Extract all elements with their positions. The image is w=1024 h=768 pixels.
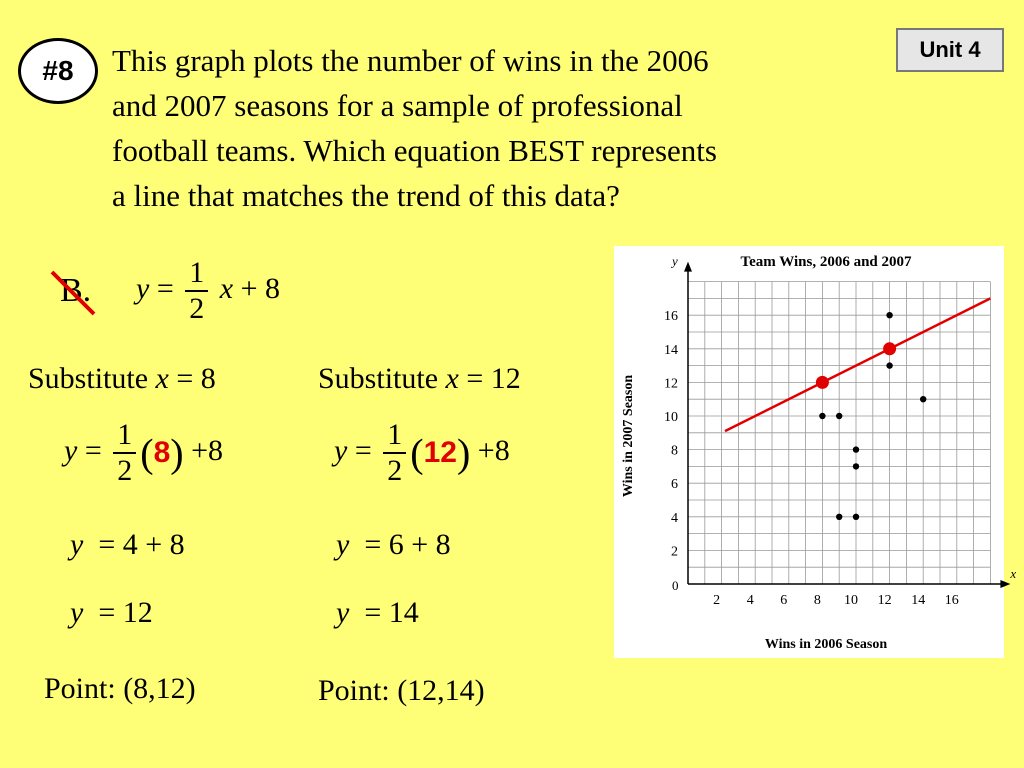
fraction-denominator: 2	[113, 452, 136, 488]
x-axis-variable: x	[1010, 566, 1017, 581]
strike-mark-icon	[48, 268, 98, 318]
left-step-1	[70, 528, 185, 562]
x-tick-label: 6	[780, 593, 788, 608]
eq-fraction	[113, 418, 136, 488]
option-label: B.	[60, 272, 92, 309]
y-tick-label: 14	[664, 342, 678, 358]
x-tick-label: 10	[844, 593, 858, 608]
eq-constant: 8	[208, 433, 224, 467]
x-tick-label: 12	[877, 593, 892, 608]
eq-fraction	[383, 418, 406, 488]
y-axis-variable: y	[672, 253, 678, 269]
y-tick-label: 2	[671, 544, 678, 560]
left-point: Point: (8,12)	[44, 672, 196, 705]
right-point: Point: (12,14)	[318, 674, 485, 707]
sub-val: = 8	[168, 362, 216, 395]
fraction-denominator: 2	[383, 452, 406, 488]
x-tick-label: 4	[746, 593, 754, 608]
x-tick-label: 16	[944, 593, 959, 608]
left-substituted-equation	[64, 418, 223, 488]
chart-grid	[688, 282, 990, 584]
y-tick-label: 12	[664, 376, 678, 392]
unit-label: Unit 4	[896, 28, 1004, 72]
sub-var: x	[445, 362, 459, 395]
eq-y: y	[64, 433, 78, 467]
eq-equals: =	[156, 271, 174, 305]
open-paren: (	[140, 430, 154, 476]
data-point	[853, 446, 859, 452]
sub-val: = 12	[458, 362, 521, 395]
y-tick-label: 8	[671, 443, 678, 459]
right-step-2	[336, 596, 419, 630]
eq-y: y	[136, 271, 150, 305]
left-step-2	[70, 596, 153, 630]
step-text: = 12	[98, 596, 153, 629]
y-tick-label: 10	[664, 410, 678, 425]
sub-text: Substitute	[318, 362, 446, 395]
open-paren: (	[410, 430, 424, 476]
eq-y: y	[336, 528, 350, 561]
right-substitute-heading	[318, 362, 521, 396]
highlight-point	[816, 376, 829, 389]
x-tick-label: 8	[813, 593, 821, 608]
eq-x: x	[219, 271, 234, 305]
scatter-chart	[614, 246, 1017, 658]
eq-y: y	[70, 528, 84, 561]
eq-y: y	[336, 596, 350, 629]
question-line: This graph plots the number of wins in the 2006	[112, 43, 709, 78]
eq-y: y	[334, 433, 348, 467]
chart-title: Team Wins, 2006 and 2007	[740, 254, 912, 270]
chart-ticks	[664, 309, 959, 608]
fraction-numerator: 1	[387, 418, 403, 451]
sub-text: Substitute	[28, 362, 156, 395]
eq-plus: +	[477, 433, 495, 467]
eq-equals: =	[354, 433, 372, 467]
question-line: a line that matches the trend of this data?	[112, 178, 620, 213]
eq-fraction	[185, 256, 208, 326]
trend-line	[725, 298, 990, 431]
step-text: = 6 + 8	[364, 528, 451, 561]
origin-label: 0	[672, 578, 679, 593]
eq-equals: =	[84, 433, 102, 467]
option-equation	[136, 256, 280, 326]
right-step-1	[336, 528, 451, 562]
y-tick-label: 16	[664, 309, 678, 325]
fraction-numerator: 1	[189, 256, 205, 289]
left-substitute-heading	[28, 362, 216, 396]
eq-plus: +	[240, 271, 258, 305]
data-point	[853, 514, 859, 520]
eq-plus: +	[191, 433, 209, 467]
problem-number-badge: #8	[18, 38, 98, 104]
x-tick-label: 14	[911, 593, 926, 608]
data-point	[853, 463, 859, 469]
eq-constant: 8	[265, 271, 280, 305]
data-point	[836, 514, 842, 520]
question-line: and 2007 seasons for a sample of professional	[112, 88, 683, 123]
question-line: football teams. Which equation BEST represents	[112, 133, 717, 168]
y-axis-arrow-icon	[684, 262, 692, 272]
x-axis-arrow-icon	[1000, 580, 1010, 588]
y-tick-label: 6	[671, 477, 678, 493]
sub-var: x	[155, 362, 169, 395]
fraction-numerator: 1	[117, 418, 133, 451]
x-tick-label: 2	[713, 593, 721, 608]
step-text: = 4 + 8	[98, 528, 185, 561]
eq-constant: 8	[494, 433, 510, 467]
y-axis-label: Wins in 2007 Season	[621, 374, 636, 498]
close-paren: )	[456, 430, 471, 476]
close-paren: )	[170, 430, 184, 476]
highlight-point	[883, 342, 896, 355]
fraction-denominator: 2	[185, 290, 208, 326]
question-text	[112, 38, 912, 218]
x-axis-label: Wins in 2006 Season	[764, 637, 888, 652]
data-point	[836, 413, 842, 419]
step-text: = 14	[364, 596, 419, 629]
y-tick-label: 4	[671, 510, 678, 526]
trend-line-segment	[725, 298, 990, 431]
data-point	[819, 413, 825, 419]
scatter-chart-panel	[614, 246, 1017, 658]
data-point	[886, 312, 892, 318]
data-point	[920, 396, 926, 402]
eq-y: y	[70, 596, 84, 629]
chart-axes	[684, 262, 1010, 588]
substituted-value: 8	[153, 436, 171, 469]
right-substituted-equation	[334, 418, 510, 488]
substituted-value: 12	[423, 436, 457, 469]
data-point	[886, 362, 892, 368]
